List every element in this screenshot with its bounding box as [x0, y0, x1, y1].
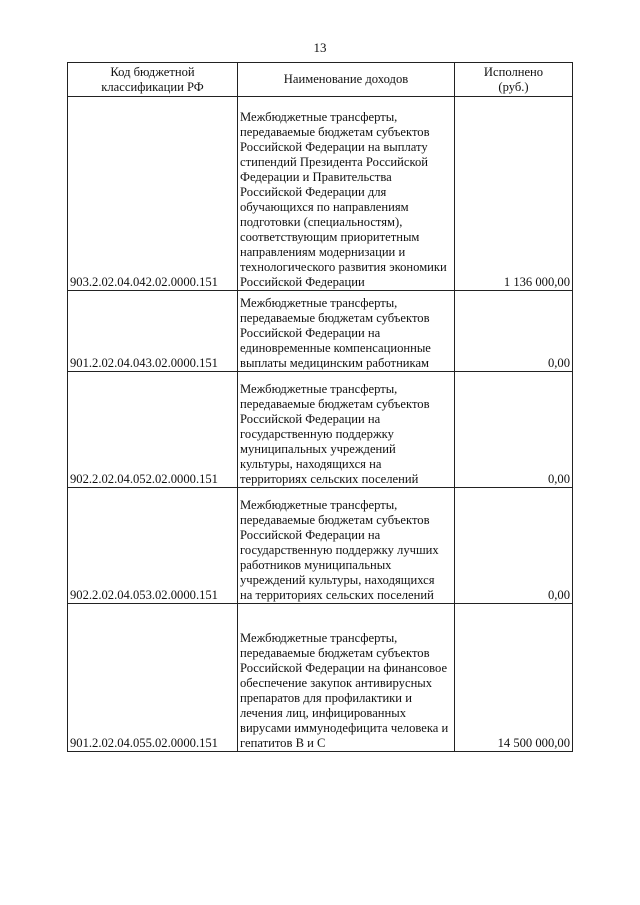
row-code: 901.2.02.04.055.02.0000.151	[68, 604, 238, 752]
row-code: 902.2.02.04.052.02.0000.151	[68, 372, 238, 488]
row-code: 901.2.02.04.043.02.0000.151	[68, 291, 238, 372]
table-row	[68, 97, 573, 291]
row-amount: 1 136 000,00	[455, 97, 573, 291]
row-code: 903.2.02.04.042.02.0000.151	[68, 97, 238, 291]
row-code: 902.2.02.04.053.02.0000.151	[68, 488, 238, 604]
row-name: Межбюджетные трансферты, передаваемые бюджетам субъектов Российской Федерации на государственную поддержку лучших работников муниципальных учреждений культуры, находящихся на территориях сельских поселений	[238, 488, 455, 604]
table-row	[68, 604, 573, 752]
row-name: Межбюджетные трансферты, передаваемые бюджетам субъектов Российской Федерации на финансовое обеспечение закупок антивирусных препаратов для профилактики и лечения лиц, инфицированных вирусами иммунодефицита человека и гепатитов В и С	[238, 604, 455, 752]
income-table	[67, 62, 573, 752]
header-amount: Исполнено (руб.)	[455, 63, 573, 97]
page-number: 13	[313, 40, 327, 55]
row-name: Межбюджетные трансферты, передаваемые бюджетам субъектов Российской Федерации на государственную поддержку муниципальных учреждений культуры, находящихся на территориях сельских поселений	[238, 372, 455, 488]
row-amount: 14 500 000,00	[455, 604, 573, 752]
row-amount: 0,00	[455, 372, 573, 488]
row-amount: 0,00	[455, 291, 573, 372]
row-name: Межбюджетные трансферты, передаваемые бюджетам субъектов Российской Федерации на выплату стипендий Президента Российской Федерации и Правительства Российской Федерации для обучающихся по направлениям подготовки (специальностям), соответствующим приоритетным направлениям модернизации и технологического развития экономики Российской Федерации	[238, 97, 455, 291]
header-name: Наименование доходов	[238, 63, 455, 97]
header-code: Код бюджетной классификации РФ	[68, 63, 238, 97]
row-name: Межбюджетные трансферты, передаваемые бюджетам субъектов Российской Федерации на единовременные компенсационные выплаты медицинским работникам	[238, 291, 455, 372]
table-row	[68, 291, 573, 372]
table-row	[68, 372, 573, 488]
row-amount: 0,00	[455, 488, 573, 604]
table-row	[68, 488, 573, 604]
table-header-row	[68, 63, 573, 97]
